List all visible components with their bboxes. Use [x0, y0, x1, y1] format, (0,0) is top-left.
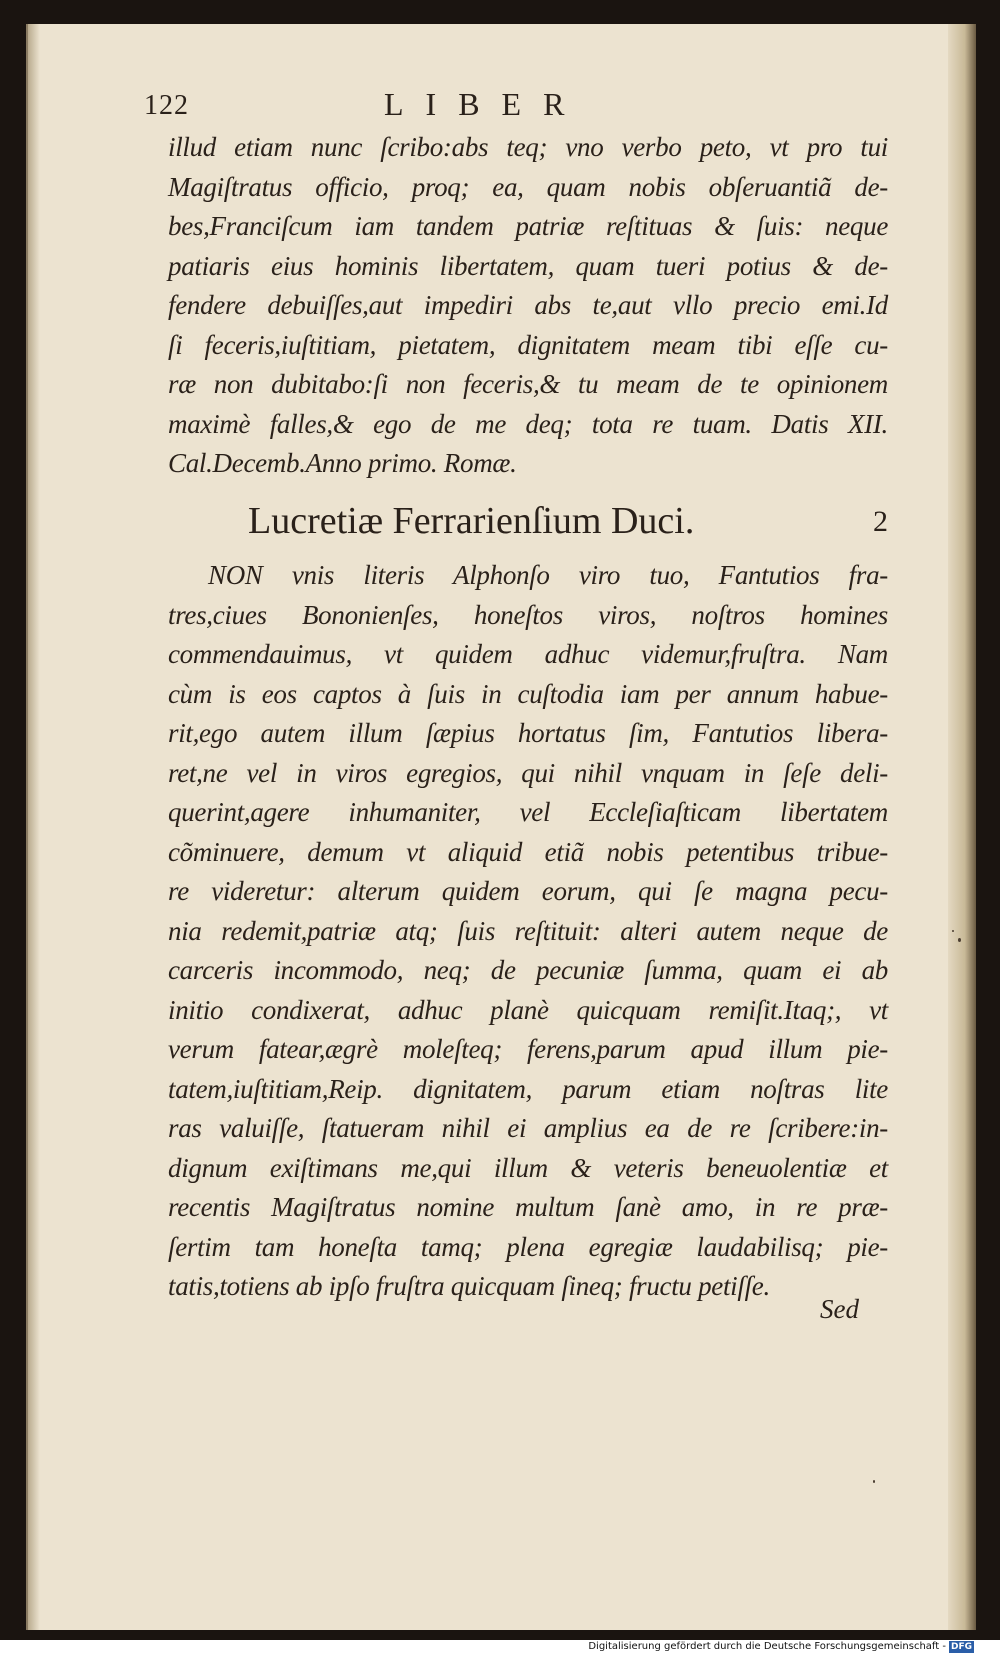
- text-line: initio condixerat, adhuc planè quicquam remiſit.Itaq;, vt: [168, 994, 888, 1025]
- page-number: 122: [144, 90, 189, 121]
- text-line: ras valuiſſe, ſtatueram nihil ei amplius ea de re ſcribere:in-: [168, 1113, 888, 1143]
- page-edge: [948, 24, 976, 1630]
- text-line: ſi feceris,iuſtitiam, pietatem, dignitatem meam tibi eſſe cu-: [168, 329, 888, 360]
- text-line: dignum exiſtimans me,qui illum & veteris beneuolentiæ et: [168, 1152, 888, 1183]
- footer-bar: [0, 1640, 1000, 1654]
- text-line: cõminuere, demum vt aliquid etiã nobis petentibus tribue-: [168, 836, 888, 867]
- text-line: patiaris eius hominis libertatem, quam tueri potius & de-: [168, 250, 888, 281]
- text-line: ſertim tam honeſta tamq; plena egregiæ laudabilisq; pie-: [168, 1231, 888, 1262]
- text-line: cùm is eos captos à ſuis in cuſtodia iam per annum habue-: [168, 678, 888, 709]
- text-line: re videretur: alterum quidem eorum, qui ſe magna pecu-: [168, 876, 888, 906]
- footer-credit: [588, 1640, 974, 1654]
- text-line: illud etiam nunc ſcribo:abs teq; vno verbo peto, vt pro tui: [168, 132, 888, 162]
- text-line: nia redemit,patriæ atq; ſuis reſtituit: alteri autem neque de: [168, 915, 888, 946]
- text-line: Magiſtratus officio, proq; ea, quam nobis obſeruantiã de-: [168, 171, 888, 202]
- ink-speck: [952, 930, 954, 932]
- text-line: recentis Magiſtratus nomine multum ſanè amo, in re præ-: [168, 1192, 888, 1222]
- text-line: ræ non dubitabo:ſi non feceris,& tu meam de te opinionem: [168, 369, 888, 399]
- ink-speck: [873, 1480, 875, 1483]
- text-line: verum fatear,ægrè moleſteq; ferens,parum apud illum pie-: [168, 1034, 888, 1064]
- text-line: bes,Franciſcum iam tandem patriæ reſtituas & ſuis: neque: [168, 211, 888, 241]
- catchword: Sed: [820, 1294, 859, 1324]
- running-head: [144, 86, 744, 126]
- preceding-letter-text: [168, 128, 888, 484]
- text-line: commendauimus, vt quidem adhuc videmur,fruſtra. Nam: [168, 639, 888, 669]
- text-line: ret,ne vel in viros egregios, qui nihil vnquam in ſeſe deli-: [168, 757, 888, 788]
- text-line: carceris incommodo, neq; de pecuniæ ſumma, quam ei ab: [168, 955, 888, 985]
- spine-shadow: [28, 24, 40, 1630]
- text-line: maximè falles,& ego de me deq; tota re tuam. Datis XII.: [168, 408, 888, 439]
- letter-body: [168, 556, 888, 1307]
- text-line: fendere debuiſſes,aut impediri abs te,aut vllo precio emi.Id: [168, 290, 888, 320]
- letter-number: 2: [873, 505, 888, 538]
- dfg-logo: DFG: [950, 1642, 972, 1652]
- text-line: tres,ciues Bononienſes, honeſtos viros, noſtros homines: [168, 599, 888, 630]
- text-line: tatem,iuſtitiam,Reip. dignitatem, parum etiam noſtras lite: [168, 1073, 888, 1104]
- running-title: LIBER: [384, 86, 587, 122]
- text-line: tatis,totiens ab ipſo fruſtra quicquam ſineq; fructu petiſſe.: [168, 1271, 770, 1301]
- ink-speck: [958, 938, 961, 942]
- funding-credit-text: Digitalisierung gefördert durch die Deutsche Forschungsgemeinschaft -: [588, 1641, 946, 1652]
- text-line: querint,agere inhumaniter, vel Eccleſiaſticam libertatem: [168, 797, 888, 827]
- text-line: rit,ego autem illum ſæpius hortatus ſim, Fantutios libera-: [168, 718, 888, 748]
- text-line: NON vnis literis Alphonſo viro tuo, Fantutios fra-: [208, 560, 888, 590]
- letter-title: Lucretiæ Ferrarienſium Duci.: [248, 500, 695, 542]
- letter-heading: [248, 498, 888, 550]
- text-line: Cal.Decemb.Anno primo. Romæ.: [168, 448, 517, 478]
